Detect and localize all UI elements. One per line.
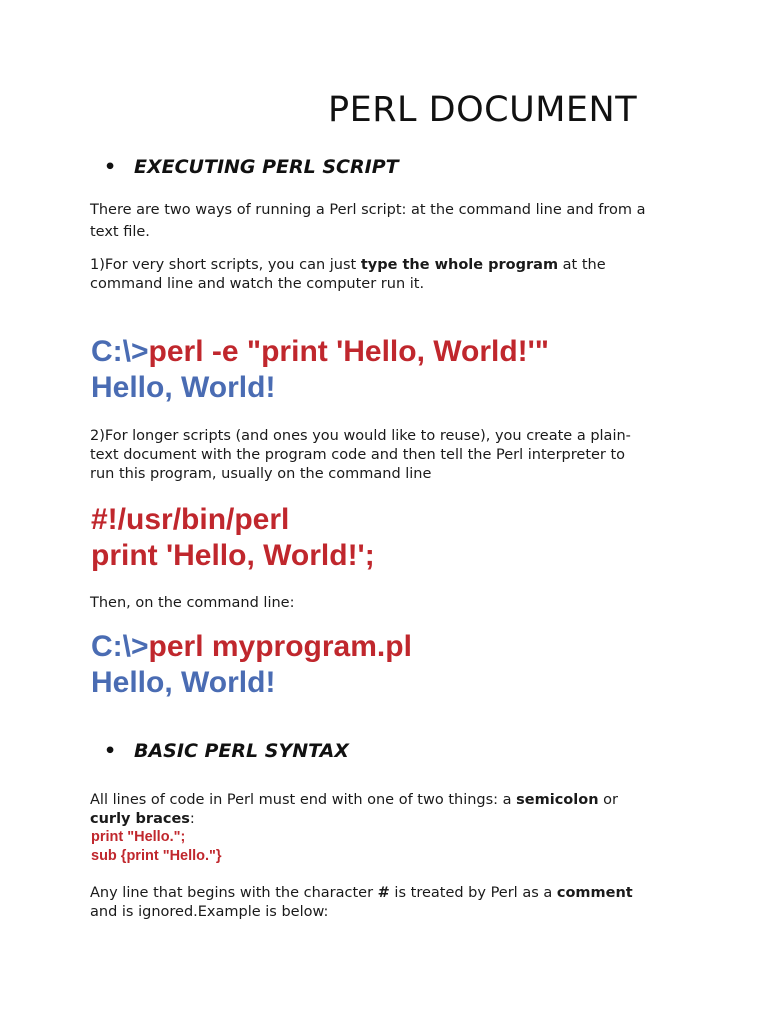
- syntax-mid: or: [598, 792, 618, 808]
- code-example-syntax: [91, 828, 222, 866]
- longer-scripts-paragraph: [90, 427, 690, 484]
- code-example-script: [91, 502, 375, 574]
- code-braces-line: sub {print "Hello."}: [91, 848, 222, 864]
- page-title: PERL DOCUMENT: [328, 90, 638, 130]
- p1-bold: type the whole program: [360, 257, 559, 273]
- bullet-icon: •: [104, 156, 117, 178]
- syntax-colon: :: [189, 811, 195, 827]
- section-heading-syntax: [104, 740, 349, 762]
- code-example-run: [91, 629, 412, 701]
- comment-prefix: Any line that begins with the character: [90, 885, 378, 901]
- p1-prefix: 1)For very short scripts, you can just: [90, 257, 361, 273]
- p2-line-1: 2)For longer scripts (and ones you would like to reuse), you create a plain-: [90, 428, 631, 444]
- code-output: Hello, World!: [91, 666, 276, 699]
- comment-hash: #: [377, 885, 390, 901]
- intro-paragraph: [90, 199, 690, 243]
- syntax-bold-braces: curly braces: [90, 811, 190, 827]
- p2-line-3: run this program, usually on the command line: [90, 466, 432, 482]
- code-print: print 'Hello, World!';: [91, 539, 375, 572]
- p1-line-2: command line and watch the computer run it.: [90, 276, 425, 292]
- code-shebang: #!/usr/bin/perl: [91, 503, 290, 536]
- then-paragraph: Then, on the command line:: [90, 595, 295, 611]
- code-command: perl myprogram.pl: [148, 630, 412, 663]
- p1-suffix: at the: [558, 257, 606, 273]
- code-semicolon-line: print "Hello.";: [91, 829, 186, 845]
- comment-bold: comment: [556, 885, 633, 901]
- short-scripts-paragraph: [90, 256, 690, 294]
- section-heading-text: BASIC PERL SYNTAX: [134, 740, 349, 762]
- code-prompt: C:\>: [91, 335, 149, 368]
- intro-line-1: There are two ways of running a Perl script: at the command line and from a: [90, 202, 646, 218]
- section-heading-text: EXECUTING PERL SCRIPT: [134, 156, 399, 178]
- syntax-bold-semicolon: semicolon: [516, 792, 599, 808]
- section-heading-executing: [104, 156, 399, 178]
- comment-paragraph: [90, 884, 690, 922]
- bullet-icon: •: [104, 740, 117, 762]
- comment-mid: is treated by Perl as a: [389, 885, 557, 901]
- code-prompt: C:\>: [91, 630, 149, 663]
- code-command: perl -e "print 'Hello, World!'": [148, 335, 550, 368]
- intro-line-2: text file.: [90, 224, 150, 240]
- syntax-paragraph: [90, 791, 690, 829]
- code-output: Hello, World!: [91, 371, 276, 404]
- syntax-prefix: All lines of code in Perl must end with one of two things: a: [90, 792, 517, 808]
- code-example-oneliner: [91, 334, 549, 406]
- comment-line-2: and is ignored.Example is below:: [90, 904, 329, 920]
- p2-line-2: text document with the program code and then tell the Perl interpreter to: [90, 447, 626, 463]
